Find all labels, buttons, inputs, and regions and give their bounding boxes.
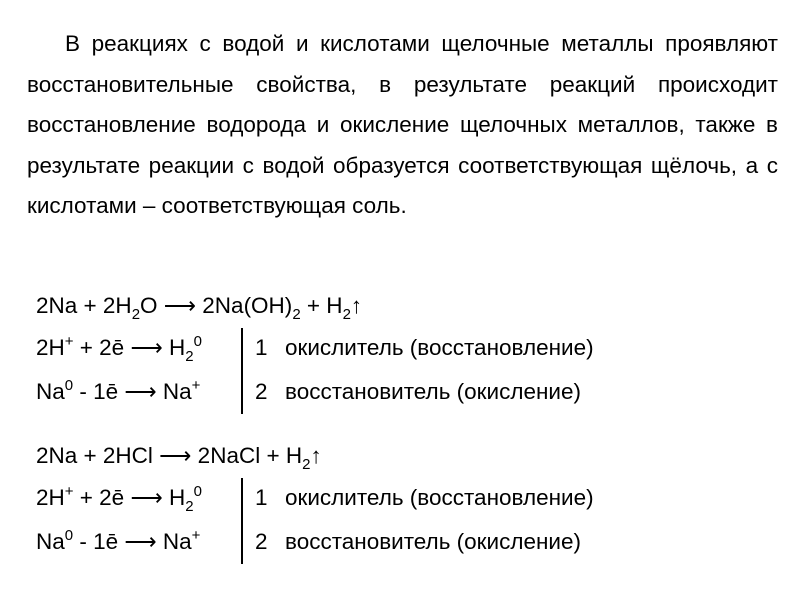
charge-superscript: + bbox=[64, 333, 74, 350]
balance-coefficient: 2 bbox=[255, 379, 268, 404]
equation-part: 2Na + 2H bbox=[36, 293, 132, 318]
subscript: 2 bbox=[302, 456, 311, 473]
charge-superscript: 0 bbox=[64, 527, 74, 544]
charge-superscript: 0 bbox=[64, 377, 74, 394]
equation-part: + H bbox=[300, 293, 343, 318]
half-reaction-formula bbox=[36, 520, 200, 564]
charge-superscript: 0 bbox=[193, 333, 202, 350]
subscript: 2 bbox=[292, 306, 301, 323]
subscript: 2 bbox=[342, 306, 351, 323]
half-reaction-formula bbox=[36, 370, 200, 414]
intro-paragraph: В реакциях с водой и кислотами щелочные металлы проявляют восстановительные свойства, в результате реакций происходит восстановление водорода и окисление щелочных металлов, также в результате реакции с водой образуется соответствующая щёлочь, а с кислотами – соответствующая соль. bbox=[27, 31, 778, 218]
charge-superscript: + bbox=[191, 527, 201, 544]
balance-coefficient: 1 bbox=[255, 485, 268, 510]
subscript: 2 bbox=[131, 306, 141, 323]
charge-superscript: + bbox=[191, 377, 201, 394]
half-reaction-formula bbox=[36, 476, 202, 520]
reaction-acid-equation bbox=[36, 436, 322, 476]
half-reaction-reduction bbox=[36, 476, 594, 520]
formula-part: - 1ē ⟶ Na bbox=[73, 529, 192, 554]
balance-coefficient: 2 bbox=[255, 529, 268, 554]
subscript: 2 bbox=[185, 498, 194, 515]
half-reaction-oxidation bbox=[36, 370, 581, 414]
formula-part: + 2ē ⟶ H bbox=[73, 335, 186, 360]
role-label: восстановитель (окисление) bbox=[285, 529, 581, 554]
gas-arrow: ↑ bbox=[350, 293, 363, 318]
reaction-water-block bbox=[36, 286, 594, 414]
balance-coefficient: 1 bbox=[255, 335, 268, 360]
formula-part: Na bbox=[36, 529, 65, 554]
half-reaction-formula bbox=[36, 326, 202, 370]
charge-superscript: + bbox=[64, 483, 74, 500]
role-label: окислитель (восстановление) bbox=[285, 485, 594, 510]
formula-part: 2H bbox=[36, 335, 65, 360]
equation-part: 2Na + 2HCl ⟶ 2NaCl + H bbox=[36, 443, 303, 468]
charge-superscript: 0 bbox=[193, 483, 202, 500]
reaction-acid-block bbox=[36, 436, 594, 564]
equation-part: O ⟶ 2Na(OH) bbox=[140, 293, 293, 318]
reaction-water-equation bbox=[36, 286, 362, 326]
formula-part: + 2ē ⟶ H bbox=[73, 485, 186, 510]
formula-part: - 1ē ⟶ Na bbox=[73, 379, 192, 404]
role-label: окислитель (восстановление) bbox=[285, 335, 594, 360]
role-label: восстановитель (окисление) bbox=[285, 379, 581, 404]
gas-arrow: ↑ bbox=[310, 443, 322, 468]
half-reaction-oxidation bbox=[36, 520, 581, 564]
formula-part: Na bbox=[36, 379, 65, 404]
subscript: 2 bbox=[185, 348, 194, 365]
formula-part: 2H bbox=[36, 485, 65, 510]
half-reaction-reduction bbox=[36, 326, 594, 370]
